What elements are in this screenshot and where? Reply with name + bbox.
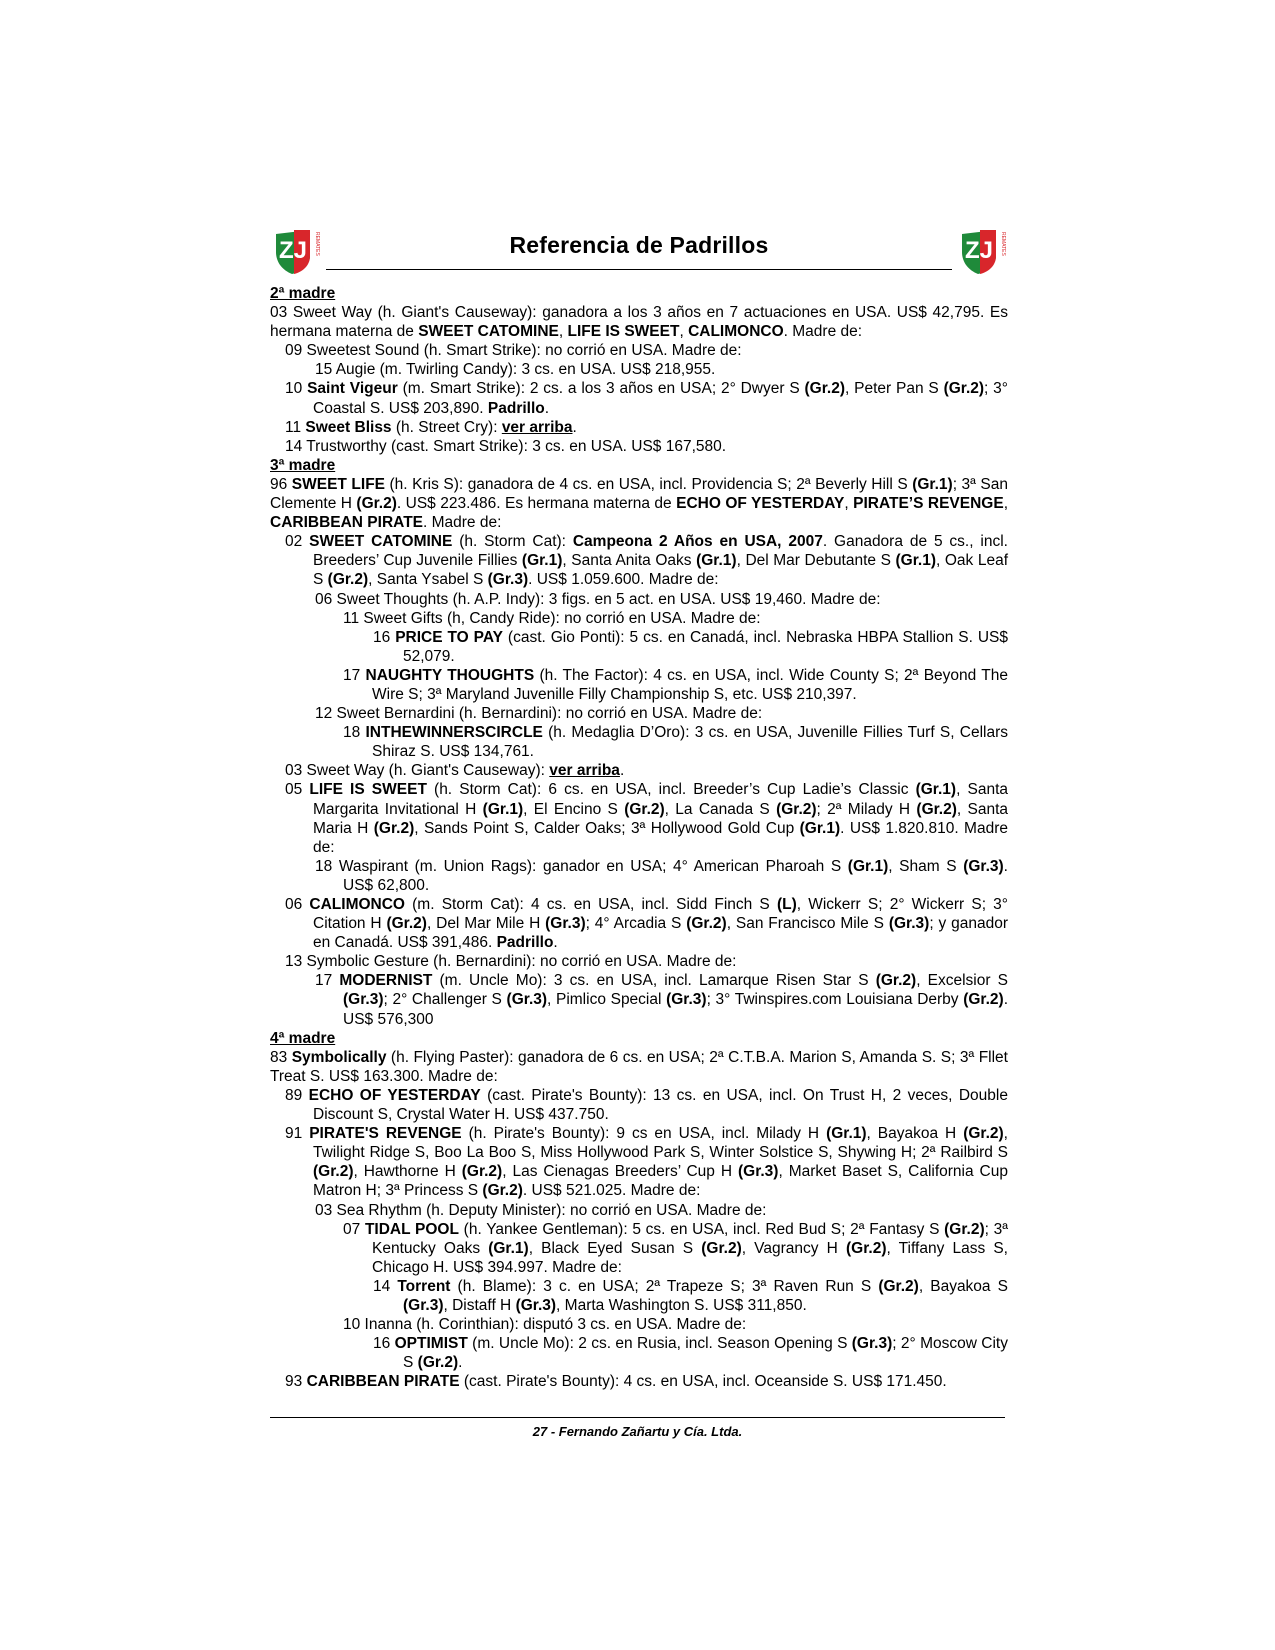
entry-text: , Black Eyed Susan S [528,1239,702,1257]
entry-text: . Madre de: [423,514,502,532]
bold-text: (Gr.2) [386,915,427,933]
entry-text: , [1003,495,1008,513]
zj-remates-logo [270,226,322,276]
bold-text: (Gr.3) [403,1296,444,1314]
zj-remates-logo [956,226,1008,276]
entry-text: , San Francisco Mile S [726,915,889,933]
pedigree-entry [270,418,1008,437]
bold-text: (Gr.2) [624,800,665,818]
pedigree-entry [270,1048,1008,1086]
entry-text: 17 [343,666,366,684]
bold-text: (Gr.1) [488,1239,529,1257]
entry-text: 93 [285,1373,307,1391]
cross-reference-link[interactable]: ver arriba [549,762,620,780]
bold-text: (Gr.2) [686,915,727,933]
entry-text: (h. Yankee Gentleman): 5 cs. en USA, incl. Red Bud S; 2ª Fantasy S [458,1220,945,1238]
pedigree-entry [270,1124,1008,1200]
entry-text: 07 [343,1220,365,1238]
bold-text: SWEET CATOMINE [418,323,559,341]
bold-text: (Gr.2) [313,1163,354,1181]
entry-text: . [458,1354,463,1372]
section-heading: 4ª madre [270,1029,336,1047]
pedigree-entry [270,857,1008,895]
entry-text: . US$ 1.820.810. Madre de: [313,819,1008,856]
entry-text: ; 3° Twinspires.com Louisiana Derby [706,991,964,1009]
bold-text: (Gr.1) [799,819,841,837]
entry-text: 10 [285,380,308,398]
bold-text: Padrillo [496,934,554,952]
entry-text: 12 Sweet Bernardini (h. Bernardini): no corrió en USA. Madre de: [315,705,763,723]
entry-text: . [544,399,550,417]
bold-text: OPTIMIST [394,1335,468,1353]
bold-text: PIRATE'S REVENGE [309,1125,462,1143]
entry-text: . [619,762,625,780]
entry-text: 03 Sweet Way (h. Giant's Causeway): ganadora a los 3 años en 7 actuaciones en USA. US$ 42,795. Es hermana materna de [270,304,1008,341]
pedigree-entry [270,1086,1008,1124]
entry-text: . Madre de: [783,323,863,341]
page-header [270,226,1008,278]
entry-text: 18 Waspirant (m. Union Rags): ganador en USA; 4° American Pharoah S [315,857,848,875]
entry-text: (m. Storm Cat): 4 cs. en USA, incl. Sidd Finch S [404,896,777,913]
entry-text: , Santa Ysabel S [368,571,488,589]
entry-text: , [558,323,568,341]
bold-text: (Gr.3) [487,571,529,589]
pedigree-entry [270,952,1008,971]
bold-text: (Gr.1) [521,552,563,570]
entry-text: ; 3ª Kentucky Oaks [372,1220,1008,1257]
pedigree-entry [270,704,1008,723]
entry-text: 17 [315,972,340,990]
entry-text: 18 [343,724,366,742]
entry-text: , Bayakoa S [918,1277,1008,1295]
entry-text: 89 [285,1086,309,1104]
entry-text: 10 Inanna (h. Corinthian): disputó 3 cs. en USA. Madre de: [343,1316,747,1334]
entry-text: , Bayakoa H [866,1125,964,1143]
bold-text: Torrent [397,1277,451,1295]
pedigree-entry [270,761,1008,780]
entry-text: (cast. Pirate's Bounty): 13 cs. en USA, incl. On Trust H, 2 veces, Double Discount S, Crystal Water H. US$ 437.750. [313,1086,1008,1124]
bold-text: ECHO OF YESTERDAY [676,495,845,513]
pedigree-entry [270,590,1008,609]
entry-text: (h. Flying Paster): ganadora de 6 cs. en USA; 2ª C.T.B.A. Marion S, Amanda S. S; 3ª Fllet Treat S. US$ 163.300. Madre de: [270,1048,1008,1085]
bold-text: Padrillo [487,399,545,417]
entry-text: (h. Kris S): ganadora de 4 cs. en USA, incl. Providencia S; 2ª Beverly Hill S [385,475,913,493]
pedigree-entry [270,532,1008,589]
bold-text: SWEET CATOMINE [309,533,453,551]
pedigree-entry [270,341,1008,360]
bold-text: (Gr.2) [356,495,397,513]
entry-text: , Excelsior S [916,972,1008,990]
entry-text: , Vagrancy H [741,1239,846,1257]
pedigree-entry [270,1277,1008,1315]
entry-text: , Market Baset S, California Cup Matron H; 3ª Princess S [313,1163,1008,1200]
entry-text: 06 [285,896,310,913]
bold-text: LIFE IS SWEET [309,781,427,799]
entry-text: (h. Blame): 3 c. en USA; 2ª Trapeze S; 3ª Raven Run S [450,1277,879,1295]
entry-text: 14 Trustworthy (cast. Smart Strike): 3 cs. en USA. US$ 167,580. [285,437,727,455]
pedigree-entry [270,475,1008,532]
entry-text: (h. Storm Cat): 6 cs. en USA, incl. Breeder’s Cup Ladie’s Classic [426,781,916,799]
page-footer: 27 - Fernando Zañartu y Cía. Ltda. [532,1424,743,1439]
entry-text: (cast. Gio Ponti): 5 cs. en Canadá, incl. Nebraska HBPA Stallion S. US$ 52,079. [403,628,1008,665]
entry-text: 15 Augie (m. Twirling Candy): 3 cs. en USA. US$ 218,955. [315,361,716,379]
title-underline [326,269,952,270]
bold-text: (Gr.2) [776,800,817,818]
entry-text: ; 2° Challenger S [383,991,507,1009]
bold-text: (Gr.2) [943,380,985,398]
entry-text: 03 Sweet Way (h. Giant's Causeway): [285,762,550,780]
pedigree-entry [270,1334,1008,1372]
pedigree-entry [270,780,1008,856]
entry-text: , Tiffany Lass S, Chicago H. US$ 394.997. Madre de: [372,1239,1008,1276]
bold-text: (Gr.3) [545,915,586,933]
bold-text: (Gr.2) [963,1125,1004,1143]
entry-text: ; 4° Arcadia S [585,915,687,933]
entry-text: , La Canada S [664,800,777,818]
bold-text: NAUGHTY THOUGHTS [365,666,535,684]
bold-text: Sweet Bliss [305,418,392,436]
bold-text: (Gr.2) [461,1163,503,1181]
entry-text: , Santa Maria H [313,800,1009,837]
entry-text: 11 [285,418,306,436]
bold-text: (Gr.2) [804,380,845,398]
bold-text: (Gr.1) [826,1125,867,1143]
pedigree-entry [270,1201,1008,1220]
bold-text: LIFE IS SWEET [567,323,680,341]
bold-text: (L) [776,896,797,913]
entry-text: , Marta Washington S. US$ 311,850. [556,1296,807,1314]
bold-text: (Gr.1) [915,781,957,799]
entry-text: ; 2ª Milady H [816,800,917,818]
pedigree-text [270,284,1008,1391]
bold-text: ECHO OF YESTERDAY [308,1086,481,1104]
entry-text: . US$ 576,300 [343,991,1009,1028]
entry-text: , Santa Anita Oaks [562,552,697,570]
bold-text: (Gr.3) [515,1296,557,1314]
pedigree-entry [270,895,1008,952]
bold-text: (Gr.3) [888,915,930,933]
entry-text: 83 [270,1048,292,1066]
pedigree-entry [270,666,1008,704]
entry-text: 16 [373,628,396,646]
bold-text: (Gr.2) [944,1220,985,1238]
bold-text: (Gr.2) [963,991,1004,1009]
page-title: Referencia de Padrillos [509,232,769,258]
entry-text: (h. Pirate's Bounty): 9 cs en USA, incl. Milady H [461,1125,827,1143]
entry-text: , Sands Point S, Calder Oaks; 3ª Hollywood Gold Cup [414,819,800,837]
entry-text: , Distaff H [443,1296,516,1314]
page [270,226,1008,1391]
bold-text: (Gr.3) [963,857,1004,875]
entry-text: (m. Uncle Mo): 2 cs. en Rusia, incl. Season Opening S [467,1335,852,1353]
bold-text: (Gr.2) [916,800,957,818]
entry-text: , Pimlico Special [547,991,667,1009]
pedigree-entry [270,437,1008,456]
entry-text: , Wickerr S; 2° Wickerr S; 3° Citation H [313,896,1008,933]
bold-text: CALIMONCO [688,323,784,341]
bold-text: (Gr.3) [851,1335,893,1353]
pedigree-entry [270,379,1008,417]
bold-text: (Gr.2) [327,571,369,589]
pedigree-entry [270,628,1008,666]
pedigree-entry [270,303,1008,341]
entry-text: , [844,495,854,513]
entry-text: , Hawthorne H [353,1163,462,1181]
bold-text: PRICE TO PAY [395,628,503,646]
pedigree-entry [270,1220,1008,1277]
bold-text: (Gr.1) [482,800,524,818]
entry-text: . US$ 62,800. [343,857,1008,894]
entry-text: ; y ganador en Canadá. US$ 391,486. [313,915,1008,952]
entry-text: . Ganadora de 5 cs., incl. Breeders’ Cup Juvenile Fillies [313,533,1008,570]
entry-text: , Santa Margarita Invitational H [313,781,1008,818]
bold-text: (Gr.3) [666,991,707,1009]
bold-text: (Gr.2) [846,1239,887,1257]
entry-text: , Las Cienagas Breeders’ Cup H [502,1163,738,1181]
entry-text: , Twilight Ridge S, Boo La Boo S, Miss Hollywood Park S, Winter Solstice S, Shywing H; 2ª Railbird S [313,1125,1008,1162]
entry-text: 11 Sweet Gifts (h, Candy Ride): no corrió en USA. Madre de: [343,609,761,627]
bold-text: (Gr.1) [912,475,953,493]
entry-text: , Sham S [888,857,964,875]
entry-text: , Peter Pan S [844,380,944,398]
entry-text: . [553,934,558,952]
svg-text:REMATES: REMATES [314,232,320,256]
entry-text: 16 [373,1335,395,1353]
entry-text: , [679,323,689,341]
bold-text: PIRATE’S REVENGE [853,495,1004,513]
pedigree-entry [270,1372,1008,1391]
bold-text: SWEET LIFE [291,475,385,493]
bold-text: MODERNIST [339,972,433,990]
pedigree-entry [270,971,1008,1028]
bold-text: CARIBBEAN PIRATE [270,514,423,532]
bold-text: Symbolically [291,1048,387,1066]
bold-text: Saint Vigeur [307,380,398,398]
entry-text: 09 Sweetest Sound (h. Smart Strike): no corrió en USA. Madre de: [285,342,742,360]
entry-text: 91 [285,1125,310,1143]
entry-text: (h. Street Cry): [391,418,502,436]
entry-text: 02 [285,533,310,551]
entry-text: 06 Sweet Thoughts (h. A.P. Indy): 3 figs. en 5 act. en USA. US$ 19,460. Madre de: [315,590,881,608]
bold-text: (Gr.2) [878,1277,919,1295]
pedigree-entry [270,723,1008,761]
bold-text: TIDAL POOL [364,1220,459,1238]
svg-text:ZJ: ZJ [278,237,308,264]
bold-text: (Gr.1) [696,552,737,570]
entry-text: 05 [285,781,310,799]
bold-text: (Gr.3) [737,1163,779,1181]
entry-text: . US$ 223.486. Es hermana materna de [396,495,677,513]
pedigree-entry [270,1315,1008,1334]
pedigree-entry [270,360,1008,379]
entry-text: (cast. Pirate's Bounty): 4 cs. en USA, incl. Oceanside S. US$ 171.450. [459,1373,947,1391]
entry-text: (m. Smart Strike): 2 cs. a los 3 años en USA; 2° Dwyer S [397,380,805,398]
entry-text: (h. Medaglia D’Oro): 3 cs. en USA, Juvenille Fillies Turf S, Cellars Shiraz S. US$ 134,761. [372,724,1008,761]
entry-text: 14 [373,1277,398,1295]
entry-text: . US$ 1.059.600. Madre de: [528,571,719,589]
entry-text: ; 3° Coastal S. US$ 203,890. [313,380,1008,417]
entry-text: ; 2° Moscow City S [403,1335,1008,1372]
entry-text: , Del Mar Mile H [426,915,546,933]
section-heading: 2ª madre [270,285,336,302]
entry-text: . US$ 521.025. Madre de: [522,1182,701,1200]
bold-text: (Gr.1) [895,552,936,570]
entry-text: 13 Symbolic Gesture (h. Bernardini): no corrió en USA. Madre de: [285,953,737,971]
entry-text: 96 [270,475,292,493]
entry-text: , Del Mar Debutante S [736,552,896,570]
entry-text: (m. Uncle Mo): 3 cs. en USA, incl. Lamarque Risen Star S [432,972,876,990]
bold-text: (Gr.2) [875,972,917,990]
bold-text: (Gr.3) [506,991,548,1009]
entry-text: , El Encino S [523,800,625,818]
bold-text: CALIMONCO [309,896,405,913]
cross-reference-link[interactable]: ver arriba [501,418,573,436]
bold-text: (Gr.2) [373,819,415,837]
bold-text: (Gr.1) [847,857,889,875]
bold-text: Campeona 2 Años en USA, 2007 [572,533,823,551]
entry-text: , Oak Leaf S [313,552,1008,589]
entry-text: . [572,418,577,436]
svg-text:ZJ: ZJ [964,237,994,264]
entry-text: (h. The Factor): 4 cs. en USA, incl. Wide County S; 2ª Beyond The Wire S; 3ª Maryland Juvenille Filly Championship S, etc. US$ 210,397. [372,666,1008,703]
bold-text: (Gr.2) [417,1354,459,1372]
entry-text: ; 3ª San Clemente H [270,475,1008,513]
bold-text: CARIBBEAN PIRATE [306,1373,460,1391]
bold-text: (Gr.2) [701,1239,742,1257]
entry-text: (h. Storm Cat): [452,533,573,551]
bold-text: (Gr.2) [482,1182,523,1200]
svg-text:REMATES: REMATES [1000,232,1006,256]
bold-text: (Gr.3) [343,991,384,1009]
entry-text: 03 Sea Rhythm (h. Deputy Minister): no corrió en USA. Madre de: [315,1201,767,1219]
pedigree-entry [270,609,1008,628]
bold-text: INTHEWINNERSCIRCLE [365,724,543,742]
footer-rule [270,1417,1005,1418]
section-heading: 3ª madre [270,456,336,474]
